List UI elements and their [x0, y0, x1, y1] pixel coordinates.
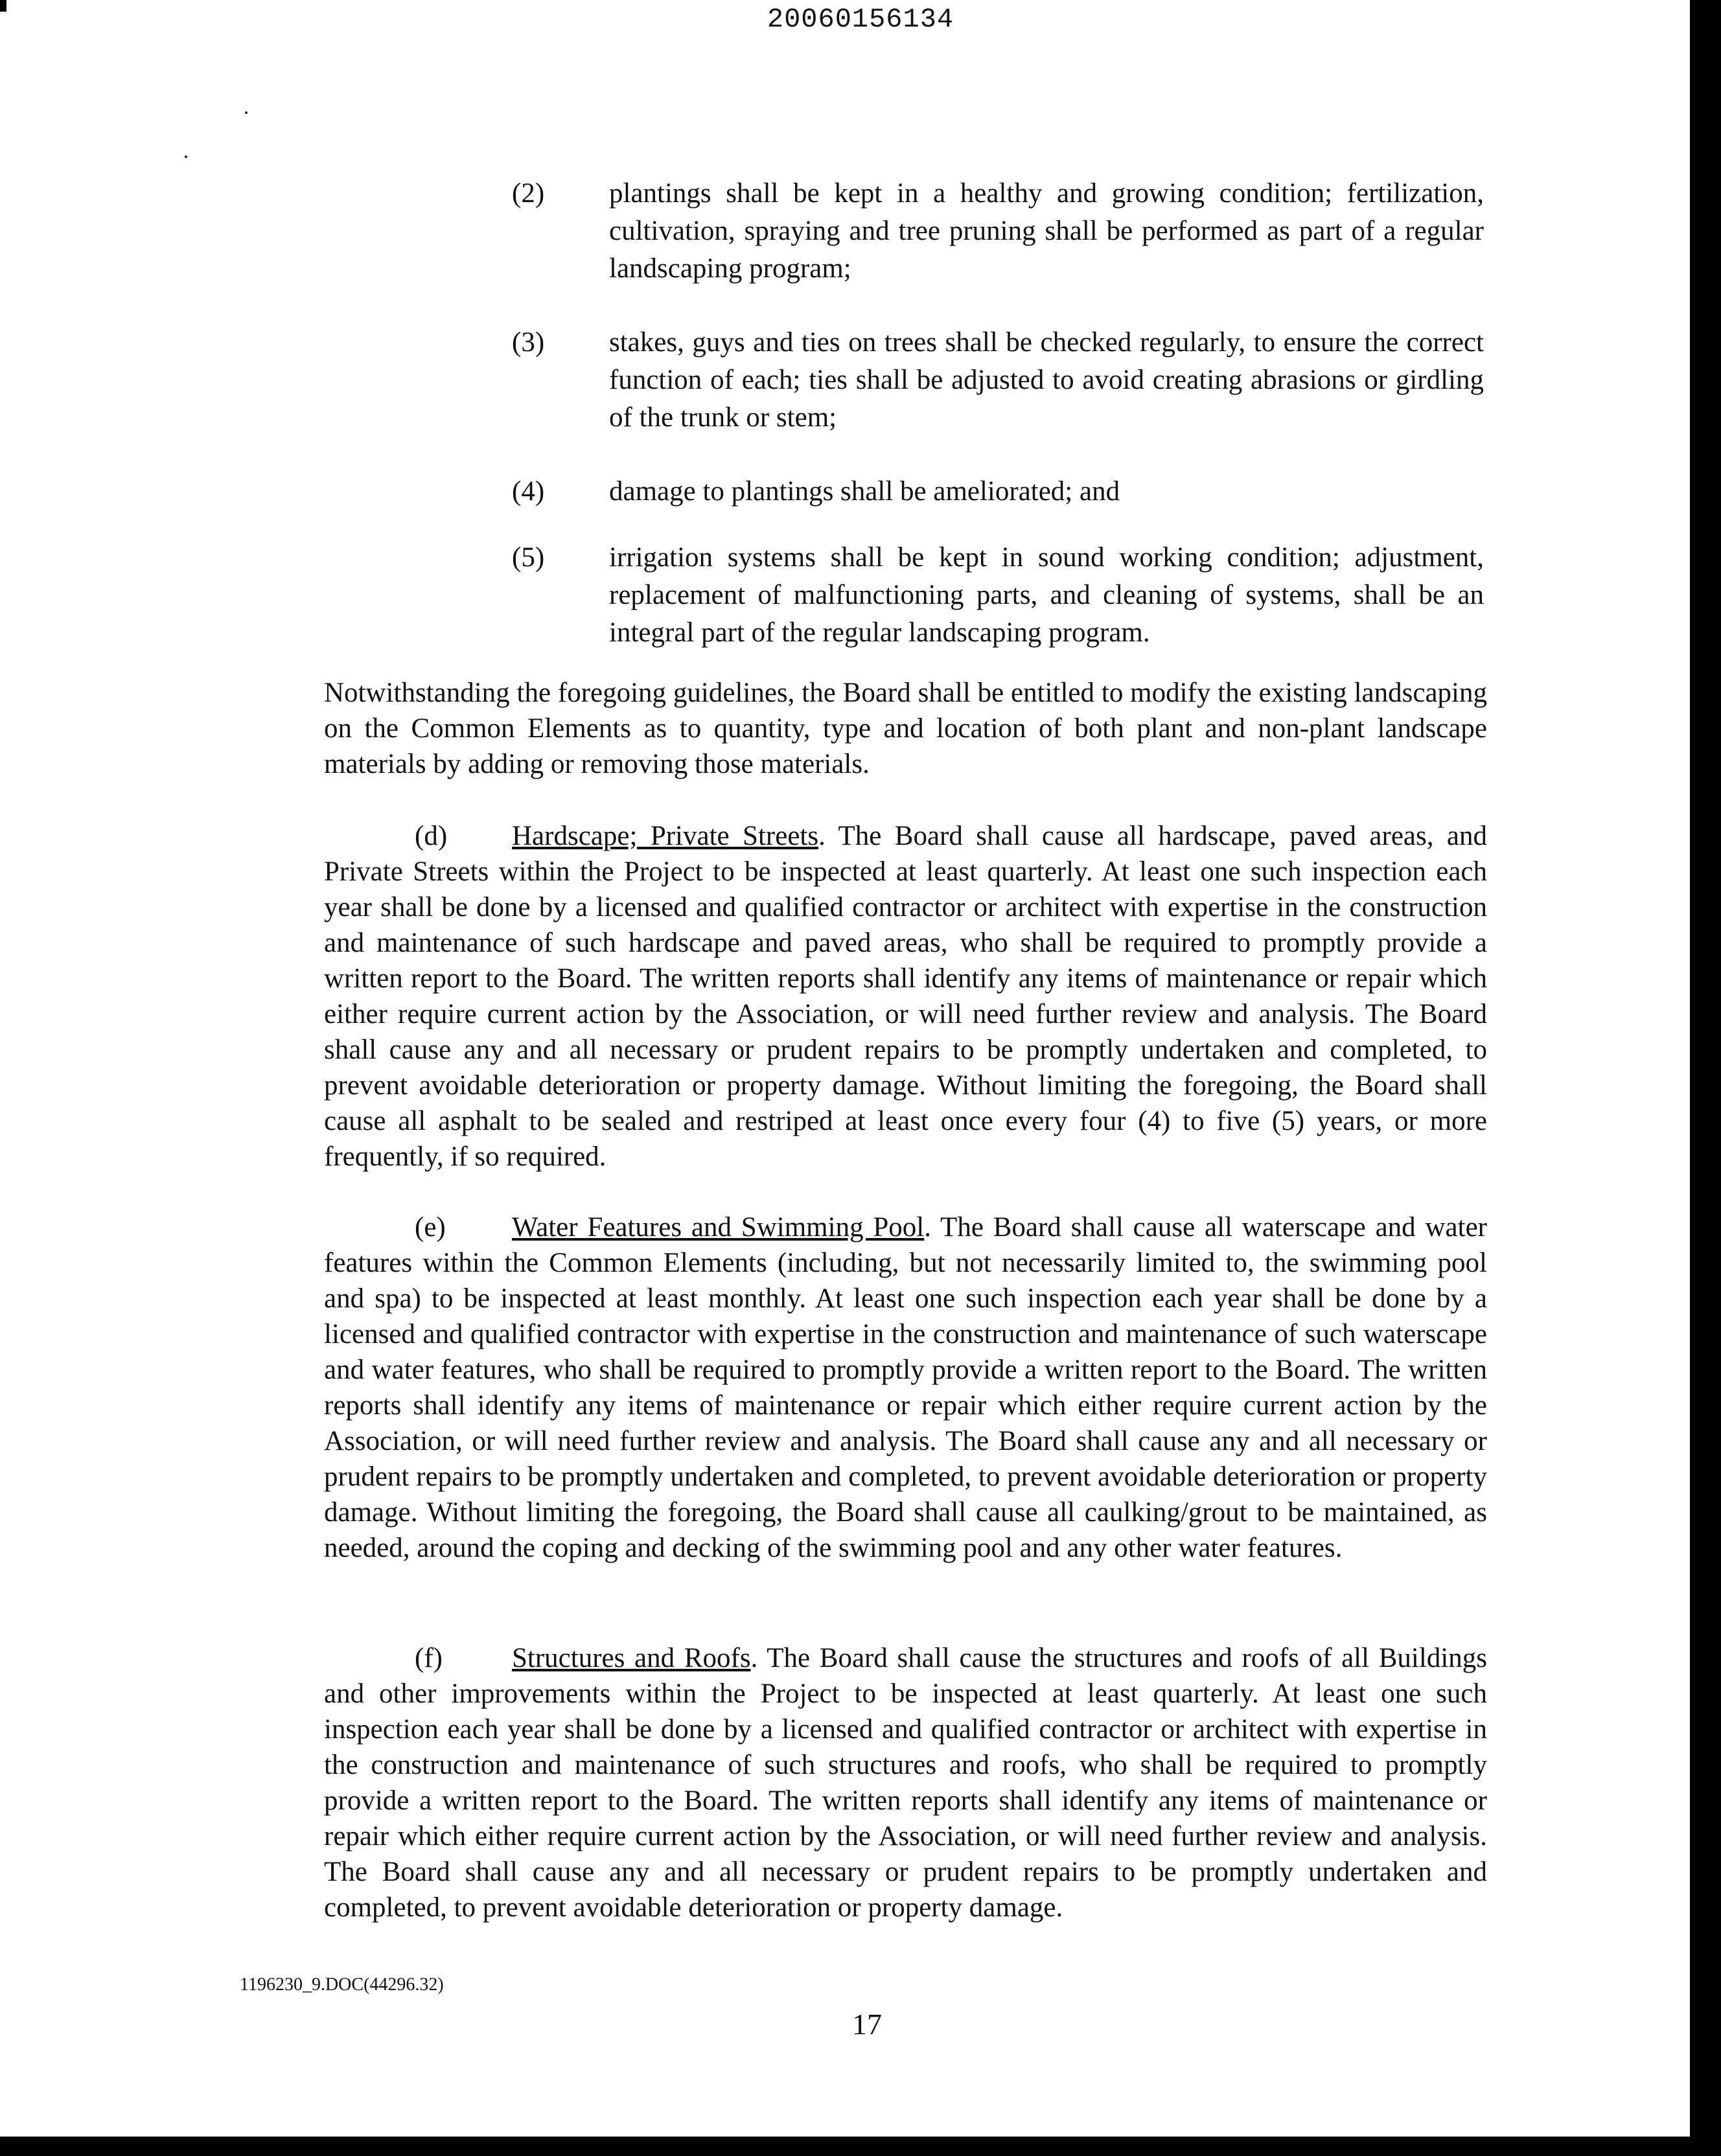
list-item-number: (3) [512, 327, 545, 358]
section-body: . The Board shall cause the structures and roofs of all Buildings and other improvements within the Project to be inspected at least quarterly. At least one such inspection each year shall be done by a licensed and qualified contractor or architect with expertise in the construction and maintenance of such structures and roofs, who shall be required to promptly provide a written report to the Board. The written reports shall identify any items of maintenance or repair which either require current action by the Association, or will need further review and analysis. The Board shall cause any and all necessary or prudent repairs to be promptly undertaken and completed, to prevent avoidable deterioration or property damage. [324, 1643, 1488, 1923]
list-item-text: irrigation systems shall be kept in sound working condition; adjustment, replacement of malfunctioning parts, and cleaning of systems, shall be an integral part of the regular landscaping program. [609, 542, 1484, 648]
section-marker: (f) [415, 1643, 443, 1673]
scan-edge-bottom [0, 2137, 1721, 2156]
section-d-paragraph [324, 818, 1487, 1175]
scan-edge-right [1690, 0, 1721, 2156]
list-item-number: (5) [512, 542, 545, 573]
section-heading: Structures and Roofs [512, 1643, 751, 1673]
list-item-number: (4) [512, 476, 545, 507]
section-f-paragraph [324, 1640, 1487, 1925]
list-item-text: plantings shall be kept in a healthy and growing condition; fertilization, cultivation, spraying and tree pruning shall be performed as part of a regular landscaping program; [609, 178, 1484, 284]
list-item [512, 473, 1484, 510]
notwithstanding-paragraph: Notwithstanding the foregoing guidelines, the Board shall be entitled to modify the existing landscaping on the Common Elements as to quantity, type and location of both plant and non-plant landscape materials by adding or removing those materials. [324, 678, 1487, 779]
section-body: . The Board shall cause all waterscape and water features within the Common Elements (including, but not necessarily limited to, the swimming pool and spa) to be inspected at least monthly. At least one such inspection each year shall be done by a licensed and qualified contractor with expertise in the construction and maintenance of such waterscape and water features, who shall be required to promptly provide a written report to the Board. The written reports shall identify any items of maintenance or repair which either require current action by the Association, or will need further review and analysis. The Board shall cause any and all necessary or prudent repairs to be promptly undertaken and completed, to prevent avoidable deterioration or property damage. Without limiting the foregoing, the Board shall cause all caulking/grout to be maintained, as needed, around the coping and decking of the swimming pool and any other water features. [324, 1212, 1487, 1563]
list-item [512, 539, 1484, 652]
footer-doc-reference: 1196230_9.DOC(44296.32) [240, 1975, 444, 1995]
list-item-text: damage to plantings shall be ameliorated; and [609, 476, 1120, 507]
section-body: . The Board shall cause all hardscape, paved areas, and Private Streets within the Project to be inspected at least quarterly. At least one such inspection each year shall be done by a licensed and qualified contractor or architect with expertise in the construction and maintenance of such hardscape and paved areas, who shall be required to promptly provide a written report to the Board. The written reports shall identify any items of maintenance or repair which either require current action by the Association, or will need further review and analysis. The Board shall cause any and all necessary or prudent repairs to be promptly undertaken and completed, to prevent avoidable deterioration or property damage. Without limiting the foregoing, the Board shall cause all asphalt to be sealed and restriped at least once every four (4) to five (5) years, or more frequently, if so required. [324, 821, 1487, 1172]
document-number: 20060156134 [767, 4, 954, 35]
section-marker: (e) [415, 1212, 446, 1243]
list-item-text: stakes, guys and ties on trees shall be checked regularly, to ensure the correct function of each; ties shall be adjusted to avoid creating abrasions or girdling of the trunk or stem; [609, 327, 1484, 433]
list-item [512, 324, 1484, 437]
section-heading: Water Features and Swimming Pool [512, 1212, 925, 1243]
section-e-paragraph [324, 1210, 1487, 1566]
landscaping-list [512, 175, 1484, 688]
page-number: 17 [852, 2008, 882, 2041]
list-item [512, 175, 1484, 288]
scan-speck [245, 111, 248, 114]
section-heading: Hardscape; Private Streets [512, 821, 819, 851]
list-item-number: (2) [512, 178, 545, 209]
section-marker: (d) [415, 821, 448, 851]
scan-speck [185, 155, 187, 158]
